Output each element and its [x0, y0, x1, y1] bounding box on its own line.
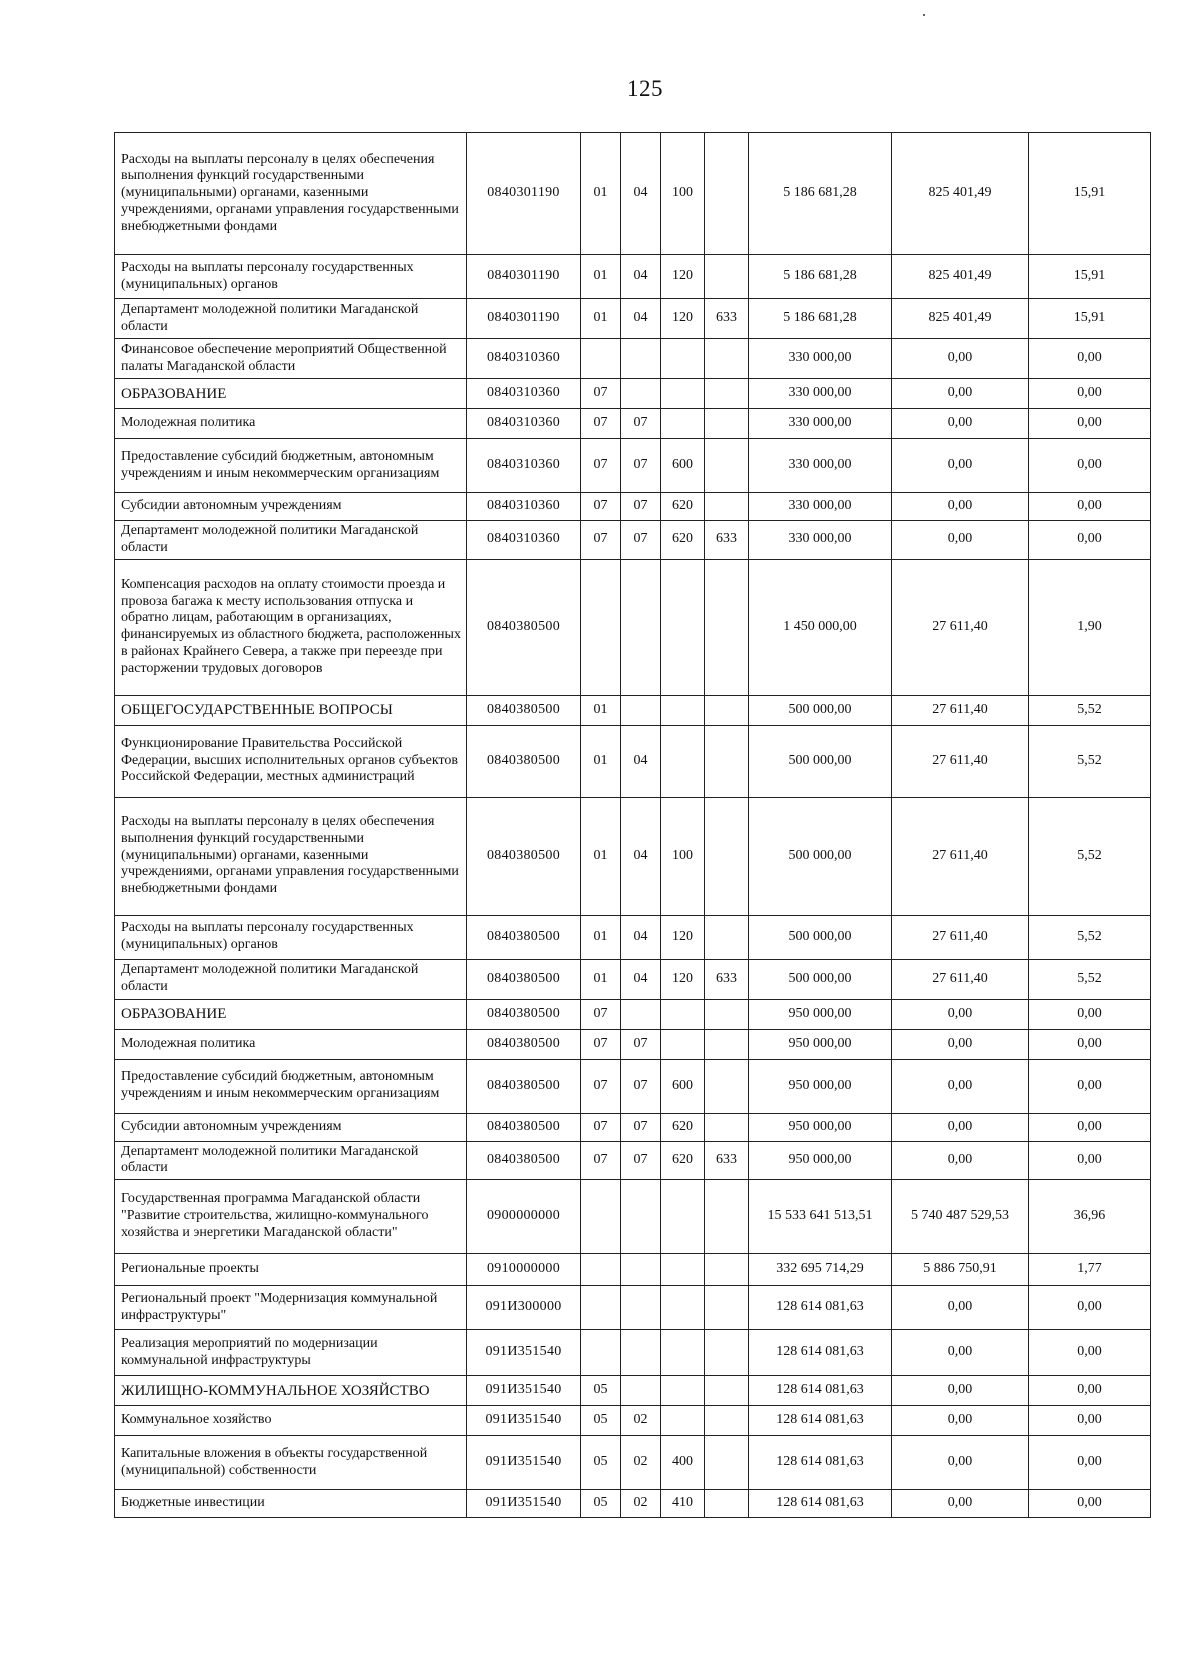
row-percent: 0,00: [1029, 1113, 1151, 1141]
table-body: [115, 133, 1151, 1518]
row-fact: 0,00: [892, 409, 1029, 439]
row-administrator: [705, 915, 749, 959]
row-name: Функционирование Правительства Российской Федерации, высших исполнительных органов субъектов Российской Федерации, местных администраций: [115, 725, 467, 797]
row-plan: 15 533 641 513,51: [749, 1180, 892, 1254]
row-administrator: [705, 339, 749, 379]
row-administrator: [705, 379, 749, 409]
row-plan: 330 000,00: [749, 521, 892, 560]
row-name: Финансовое обеспечение мероприятий Общественной палаты Магаданской области: [115, 339, 467, 379]
row-plan: 5 186 681,28: [749, 133, 892, 255]
row-plan: 500 000,00: [749, 725, 892, 797]
table-row: [115, 1254, 1151, 1286]
row-expense-type: 620: [661, 1141, 705, 1180]
row-fact: 27 611,40: [892, 959, 1029, 999]
row-expense-type: 600: [661, 439, 705, 493]
row-code: 0840310360: [467, 339, 581, 379]
row-code: 091И351540: [467, 1330, 581, 1376]
row-section: 07: [581, 409, 621, 439]
row-section: 07: [581, 521, 621, 560]
row-code: 0840310360: [467, 493, 581, 521]
row-subsection: [621, 695, 661, 725]
row-section: 05: [581, 1490, 621, 1518]
row-percent: 5,52: [1029, 695, 1151, 725]
row-expense-type: [661, 1406, 705, 1436]
row-percent: 0,00: [1029, 1029, 1151, 1059]
row-expense-type: [661, 339, 705, 379]
row-code: 0840310360: [467, 439, 581, 493]
row-administrator: [705, 1180, 749, 1254]
row-administrator: [705, 409, 749, 439]
row-plan: 128 614 081,63: [749, 1406, 892, 1436]
row-code: 0840380500: [467, 1141, 581, 1180]
row-subsection: [621, 559, 661, 695]
row-subsection: 02: [621, 1490, 661, 1518]
row-section: [581, 1286, 621, 1330]
row-fact: 27 611,40: [892, 915, 1029, 959]
row-subsection: 02: [621, 1406, 661, 1436]
row-expense-type: 410: [661, 1490, 705, 1518]
row-fact: 0,00: [892, 493, 1029, 521]
row-expense-type: 400: [661, 1436, 705, 1490]
row-administrator: [705, 1113, 749, 1141]
row-expense-type: [661, 1254, 705, 1286]
row-expense-type: 620: [661, 521, 705, 560]
row-name: Субсидии автономным учреждениям: [115, 493, 467, 521]
row-expense-type: 620: [661, 1113, 705, 1141]
table-row: [115, 695, 1151, 725]
table-row: [115, 1029, 1151, 1059]
row-administrator: 633: [705, 299, 749, 339]
row-name: Региональные проекты: [115, 1254, 467, 1286]
table-row: [115, 1141, 1151, 1180]
row-name: ОБРАЗОВАНИЕ: [115, 999, 467, 1029]
row-fact: 0,00: [892, 1029, 1029, 1059]
row-subsection: [621, 339, 661, 379]
row-administrator: [705, 133, 749, 255]
row-plan: 330 000,00: [749, 493, 892, 521]
row-code: 091И351540: [467, 1490, 581, 1518]
row-subsection: 07: [621, 409, 661, 439]
table-row: [115, 1330, 1151, 1376]
row-fact: 0,00: [892, 1113, 1029, 1141]
page-number: 125: [627, 76, 663, 101]
row-code: 091И300000: [467, 1286, 581, 1330]
row-fact: 5 740 487 529,53: [892, 1180, 1029, 1254]
row-fact: 0,00: [892, 1330, 1029, 1376]
row-subsection: 04: [621, 299, 661, 339]
row-code: 0840380500: [467, 797, 581, 915]
row-subsection: [621, 1286, 661, 1330]
row-section: 01: [581, 299, 621, 339]
row-percent: 0,00: [1029, 493, 1151, 521]
row-percent: 0,00: [1029, 1406, 1151, 1436]
row-name: Департамент молодежной политики Магаданской области: [115, 521, 467, 560]
row-subsection: 07: [621, 1141, 661, 1180]
table-row: [115, 521, 1151, 560]
budget-table: [114, 132, 1151, 1518]
row-code: 0840380500: [467, 915, 581, 959]
row-code: 0910000000: [467, 1254, 581, 1286]
row-percent: 0,00: [1029, 1286, 1151, 1330]
row-section: 07: [581, 1113, 621, 1141]
row-subsection: 04: [621, 959, 661, 999]
row-subsection: 07: [621, 439, 661, 493]
row-percent: 0,00: [1029, 1059, 1151, 1113]
row-administrator: [705, 1254, 749, 1286]
row-expense-type: 120: [661, 959, 705, 999]
row-subsection: [621, 1180, 661, 1254]
row-expense-type: 600: [661, 1059, 705, 1113]
row-code: 0840301190: [467, 133, 581, 255]
row-percent: 0,00: [1029, 1141, 1151, 1180]
row-expense-type: [661, 379, 705, 409]
row-administrator: [705, 797, 749, 915]
row-code: 0840380500: [467, 725, 581, 797]
table-row: [115, 559, 1151, 695]
row-fact: 0,00: [892, 1141, 1029, 1180]
row-name: Коммунальное хозяйство: [115, 1406, 467, 1436]
row-fact: 825 401,49: [892, 255, 1029, 299]
row-percent: 15,91: [1029, 133, 1151, 255]
row-name: ОБРАЗОВАНИЕ: [115, 379, 467, 409]
row-administrator: [705, 999, 749, 1029]
row-expense-type: 100: [661, 133, 705, 255]
row-fact: 27 611,40: [892, 559, 1029, 695]
row-subsection: 07: [621, 1113, 661, 1141]
row-administrator: [705, 695, 749, 725]
row-percent: 1,77: [1029, 1254, 1151, 1286]
row-expense-type: [661, 1286, 705, 1330]
row-code: 0840310360: [467, 379, 581, 409]
row-fact: 27 611,40: [892, 797, 1029, 915]
row-percent: 5,52: [1029, 915, 1151, 959]
row-name: Государственная программа Магаданской области "Развитие строительства, жилищно-коммунального хозяйства и энергетики Магаданской области": [115, 1180, 467, 1254]
table-row: [115, 1490, 1151, 1518]
row-plan: 950 000,00: [749, 1141, 892, 1180]
row-name: ОБЩЕГОСУДАРСТВЕННЫЕ ВОПРОСЫ: [115, 695, 467, 725]
row-plan: 1 450 000,00: [749, 559, 892, 695]
row-expense-type: [661, 725, 705, 797]
row-subsection: [621, 1330, 661, 1376]
row-percent: 0,00: [1029, 1376, 1151, 1406]
row-administrator: [705, 1406, 749, 1436]
row-fact: 27 611,40: [892, 725, 1029, 797]
row-fact: 0,00: [892, 521, 1029, 560]
row-code: 0840380500: [467, 695, 581, 725]
row-code: 0840380500: [467, 999, 581, 1029]
row-name: Молодежная политика: [115, 409, 467, 439]
row-percent: 0,00: [1029, 1436, 1151, 1490]
row-administrator: [705, 493, 749, 521]
row-percent: 0,00: [1029, 409, 1151, 439]
row-name: Субсидии автономным учреждениям: [115, 1113, 467, 1141]
row-section: 05: [581, 1406, 621, 1436]
row-name: Расходы на выплаты персоналу государственных (муниципальных) органов: [115, 255, 467, 299]
row-section: 01: [581, 959, 621, 999]
row-administrator: [705, 1029, 749, 1059]
row-section: [581, 1254, 621, 1286]
row-percent: 0,00: [1029, 521, 1151, 560]
row-name: Предоставление субсидий бюджетным, автономным учреждениям и иным некоммерческим организациям: [115, 439, 467, 493]
row-plan: 128 614 081,63: [749, 1376, 892, 1406]
row-subsection: 07: [621, 1059, 661, 1113]
row-fact: 0,00: [892, 1059, 1029, 1113]
row-percent: 0,00: [1029, 379, 1151, 409]
table-row: [115, 1180, 1151, 1254]
table-row: [115, 1113, 1151, 1141]
row-plan: 330 000,00: [749, 379, 892, 409]
row-plan: 128 614 081,63: [749, 1436, 892, 1490]
row-fact: 825 401,49: [892, 133, 1029, 255]
row-administrator: [705, 1330, 749, 1376]
row-plan: 950 000,00: [749, 999, 892, 1029]
row-name: ЖИЛИЩНО-КОММУНАЛЬНОЕ ХОЗЯЙСТВО: [115, 1376, 467, 1406]
row-section: 07: [581, 1029, 621, 1059]
row-plan: 500 000,00: [749, 695, 892, 725]
row-subsection: [621, 1376, 661, 1406]
row-section: 07: [581, 999, 621, 1029]
row-code: 0840310360: [467, 521, 581, 560]
row-section: [581, 1180, 621, 1254]
row-percent: 0,00: [1029, 1490, 1151, 1518]
row-section: 05: [581, 1376, 621, 1406]
table-row: [115, 255, 1151, 299]
row-plan: 500 000,00: [749, 797, 892, 915]
row-name: Региональный проект "Модернизация коммунальной инфраструктуры": [115, 1286, 467, 1330]
scan-speck: [923, 14, 925, 16]
row-name: Департамент молодежной политики Магаданской области: [115, 1141, 467, 1180]
row-expense-type: [661, 1330, 705, 1376]
row-fact: 27 611,40: [892, 695, 1029, 725]
row-percent: 0,00: [1029, 339, 1151, 379]
row-section: 01: [581, 133, 621, 255]
row-code: 0840380500: [467, 959, 581, 999]
row-plan: 330 000,00: [749, 439, 892, 493]
row-administrator: [705, 1059, 749, 1113]
row-name: Расходы на выплаты персоналу государственных (муниципальных) органов: [115, 915, 467, 959]
row-section: [581, 559, 621, 695]
row-plan: 500 000,00: [749, 915, 892, 959]
row-administrator: [705, 439, 749, 493]
table-row: [115, 409, 1151, 439]
table-row: [115, 1406, 1151, 1436]
row-section: 05: [581, 1436, 621, 1490]
row-subsection: 02: [621, 1436, 661, 1490]
table-row: [115, 339, 1151, 379]
row-subsection: [621, 379, 661, 409]
row-fact: 0,00: [892, 1286, 1029, 1330]
row-section: [581, 339, 621, 379]
row-expense-type: [661, 1029, 705, 1059]
row-administrator: [705, 725, 749, 797]
row-expense-type: [661, 999, 705, 1029]
row-percent: 15,91: [1029, 299, 1151, 339]
row-code: 0840301190: [467, 255, 581, 299]
row-administrator: [705, 1490, 749, 1518]
row-expense-type: 620: [661, 493, 705, 521]
row-percent: 1,90: [1029, 559, 1151, 695]
row-percent: 5,52: [1029, 959, 1151, 999]
row-fact: 825 401,49: [892, 299, 1029, 339]
row-fact: 0,00: [892, 1376, 1029, 1406]
row-subsection: 04: [621, 797, 661, 915]
row-code: 0840380500: [467, 1029, 581, 1059]
row-expense-type: 120: [661, 299, 705, 339]
row-plan: 330 000,00: [749, 409, 892, 439]
row-administrator: [705, 559, 749, 695]
row-code: 0840380500: [467, 559, 581, 695]
row-name: Компенсация расходов на оплату стоимости проезда и провоза багажа к месту использования отпуска и обратно лицам, работающим в организациях, финансируемых из областного бюджета, расположенных в районах Крайнего Севера, а также при переезде при расторжении трудовых договоров: [115, 559, 467, 695]
row-fact: 0,00: [892, 1436, 1029, 1490]
row-expense-type: [661, 1180, 705, 1254]
row-plan: 500 000,00: [749, 959, 892, 999]
row-percent: 0,00: [1029, 999, 1151, 1029]
row-plan: 950 000,00: [749, 1029, 892, 1059]
row-name: Бюджетные инвестиции: [115, 1490, 467, 1518]
row-expense-type: [661, 559, 705, 695]
row-subsection: 07: [621, 493, 661, 521]
row-percent: 15,91: [1029, 255, 1151, 299]
row-name: Департамент молодежной политики Магаданской области: [115, 299, 467, 339]
row-name: Расходы на выплаты персоналу в целях обеспечения выполнения функций государственными (муниципальными) органами, казенными учреждениями, органами управления государственными внебюджетными фондами: [115, 797, 467, 915]
row-plan: 128 614 081,63: [749, 1490, 892, 1518]
table-row: [115, 999, 1151, 1029]
row-subsection: [621, 1254, 661, 1286]
row-section: 07: [581, 439, 621, 493]
row-section: [581, 1330, 621, 1376]
row-plan: 950 000,00: [749, 1113, 892, 1141]
table-row: [115, 959, 1151, 999]
row-administrator: [705, 1436, 749, 1490]
row-code: 0840301190: [467, 299, 581, 339]
row-plan: 330 000,00: [749, 339, 892, 379]
row-fact: 0,00: [892, 339, 1029, 379]
row-section: 07: [581, 1059, 621, 1113]
row-expense-type: [661, 1376, 705, 1406]
row-administrator: [705, 1376, 749, 1406]
row-fact: 0,00: [892, 1490, 1029, 1518]
row-subsection: 07: [621, 1029, 661, 1059]
table-row: [115, 1436, 1151, 1490]
row-name: Молодежная политика: [115, 1029, 467, 1059]
row-code: 0840380500: [467, 1059, 581, 1113]
row-percent: 5,52: [1029, 797, 1151, 915]
row-expense-type: [661, 409, 705, 439]
table-row: [115, 439, 1151, 493]
row-fact: 0,00: [892, 1406, 1029, 1436]
row-fact: 0,00: [892, 439, 1029, 493]
row-administrator: [705, 1286, 749, 1330]
row-plan: 128 614 081,63: [749, 1286, 892, 1330]
row-subsection: 04: [621, 725, 661, 797]
row-subsection: 04: [621, 255, 661, 299]
row-expense-type: 120: [661, 255, 705, 299]
row-code: 091И351540: [467, 1376, 581, 1406]
row-section: 01: [581, 695, 621, 725]
row-name: Департамент молодежной политики Магаданской области: [115, 959, 467, 999]
row-name: Капитальные вложения в объекты государственной (муниципальной) собственности: [115, 1436, 467, 1490]
table-row: [115, 725, 1151, 797]
row-plan: 950 000,00: [749, 1059, 892, 1113]
row-percent: 0,00: [1029, 439, 1151, 493]
row-plan: 332 695 714,29: [749, 1254, 892, 1286]
table-row: [115, 1376, 1151, 1406]
row-fact: 0,00: [892, 999, 1029, 1029]
row-section: 01: [581, 725, 621, 797]
table-row: [115, 915, 1151, 959]
table-row: [115, 133, 1151, 255]
row-percent: 5,52: [1029, 725, 1151, 797]
row-code: 0900000000: [467, 1180, 581, 1254]
row-name: Реализация мероприятий по модернизации коммунальной инфраструктуры: [115, 1330, 467, 1376]
row-section: 07: [581, 493, 621, 521]
row-subsection: 07: [621, 521, 661, 560]
row-name: Расходы на выплаты персоналу в целях обеспечения выполнения функций государственными (муниципальными) органами, казенными учреждениями, органами управления государственными внебюджетными фондами: [115, 133, 467, 255]
row-code: 091И351540: [467, 1436, 581, 1490]
row-section: 01: [581, 797, 621, 915]
row-percent: 36,96: [1029, 1180, 1151, 1254]
row-fact: 0,00: [892, 379, 1029, 409]
row-code: 0840310360: [467, 409, 581, 439]
row-plan: 5 186 681,28: [749, 255, 892, 299]
row-administrator: 633: [705, 521, 749, 560]
row-plan: 5 186 681,28: [749, 299, 892, 339]
table-row: [115, 379, 1151, 409]
row-code: 0840380500: [467, 1113, 581, 1141]
row-subsection: 04: [621, 133, 661, 255]
row-section: 01: [581, 915, 621, 959]
table-row: [115, 1059, 1151, 1113]
row-administrator: 633: [705, 959, 749, 999]
row-name: Предоставление субсидий бюджетным, автономным учреждениям и иным некоммерческим организациям: [115, 1059, 467, 1113]
row-subsection: 04: [621, 915, 661, 959]
table-row: [115, 493, 1151, 521]
row-section: 07: [581, 1141, 621, 1180]
row-expense-type: 100: [661, 797, 705, 915]
row-code: 091И351540: [467, 1406, 581, 1436]
table-row: [115, 797, 1151, 915]
table-row: [115, 299, 1151, 339]
row-administrator: [705, 255, 749, 299]
row-section: 01: [581, 255, 621, 299]
row-expense-type: 120: [661, 915, 705, 959]
row-percent: 0,00: [1029, 1330, 1151, 1376]
row-fact: 5 886 750,91: [892, 1254, 1029, 1286]
row-section: 07: [581, 379, 621, 409]
row-plan: 128 614 081,63: [749, 1330, 892, 1376]
table-row: [115, 1286, 1151, 1330]
row-expense-type: [661, 695, 705, 725]
row-administrator: 633: [705, 1141, 749, 1180]
row-subsection: [621, 999, 661, 1029]
